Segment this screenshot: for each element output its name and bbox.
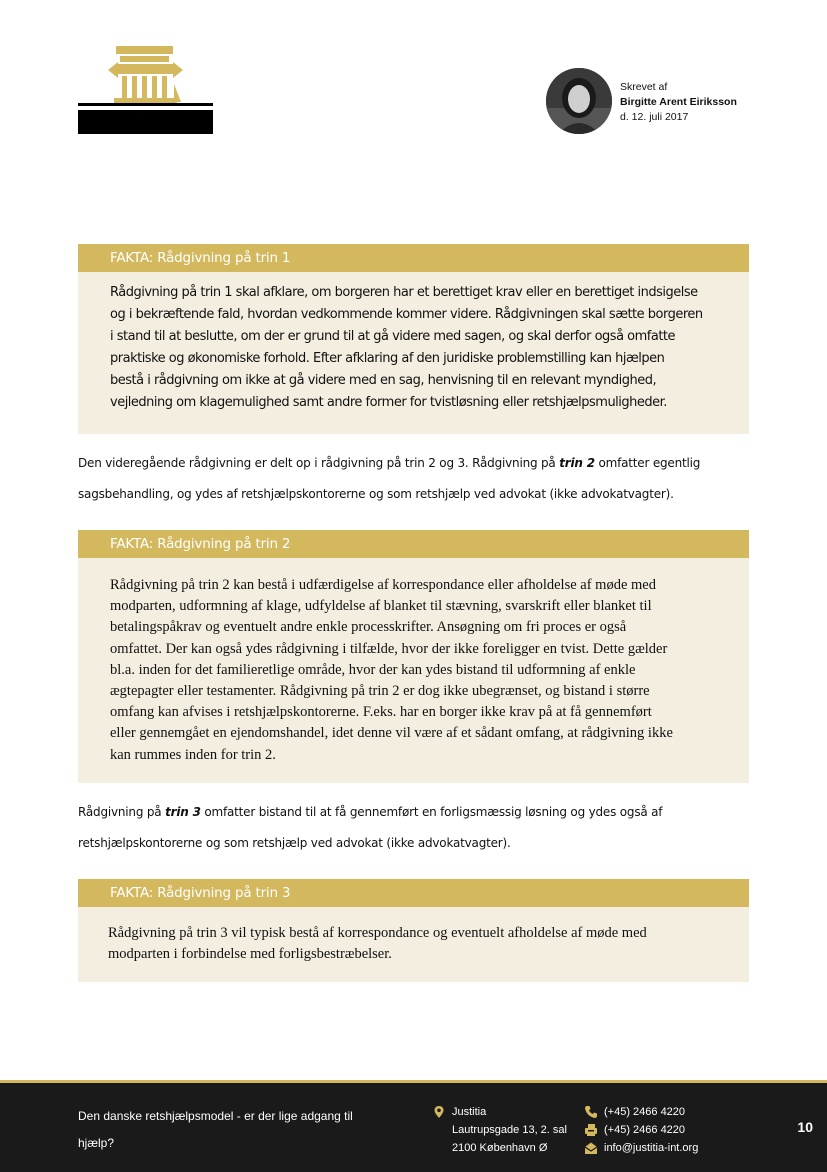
author-label: Skrevet af [620,81,668,93]
fact-line: modparten, udformning af klage, udfyldelse af blanket til stævning, svarskrift eller blanket til [110,598,652,615]
para-text: Rådgivning på [78,805,162,819]
author-date: d. 12. juli 2017 [620,111,689,123]
fact-line: ægtepagter eller testamenter. Rådgivning på trin 2 er dog ikke ubegrænset, og bistand i større [110,683,650,700]
fact-line: betalingspåkrav og eventuelt andre enkle processkrifter. Ansøgning om fri proces er også [110,619,627,636]
para-text: retshjælpskontorerne og som retshjælp ved advokat (ikke advokatvagter). [78,836,511,850]
fact-title: FAKTA: Rådgivning på trin 2 [78,530,749,558]
page-footer [0,1080,827,1172]
para-text: omfatter bistand til at få gennemført en forligsmæssig løsning og ydes også af [204,805,663,819]
author-block [546,68,806,134]
page-number: 10 [797,1119,813,1135]
para-emphasis: trin 2 [559,456,595,470]
footer-contact [584,1103,698,1157]
fax-icon [584,1123,598,1137]
fact-line: bestå i rådgivning om ikke at gå videre med en sag, henvisning til en relevant myndighed, [110,373,657,388]
fact-line: omfattet. Der kan også ydes rådgivning i tilfælde, hvor der ikke foreligger en tvist. Dette gælder [110,640,668,657]
phone-icon [584,1105,598,1119]
fact-line: modparten i forbindelse med forligsbestræbelser. [108,946,392,963]
author-name: Birgitte Arent Eiriksson [620,96,737,108]
fact-box-trin-2 [78,530,749,783]
body-paragraph-trin-2 [78,448,749,510]
para-text: sagsbehandling, og ydes af retshjælpskontorerne og som retshjælp ved advokat (ikke advokatvagter). [78,487,674,501]
fact-line: praktiske og økonomiske forhold. Efter afklaring af den juridiske problemstilling kan hjælpen [110,351,665,366]
para-emphasis: trin 3 [165,805,201,819]
fact-line: vejledning om klagemulighed samt andre former for tvistløsning eller retshjælpsmuligheder. [110,395,667,410]
fact-title: FAKTA: Rådgivning på trin 3 [78,879,749,907]
footer-address-line: 2100 København Ø [452,1142,548,1154]
footer-fax: (+45) 2466 4220 [604,1124,686,1136]
footer-email[interactable]: info@justitia-int.org [604,1142,699,1154]
footer-org: Justitia [452,1106,487,1118]
para-text: omfatter egentlig [598,456,701,470]
fact-title: FAKTA: Rådgivning på trin 1 [78,244,749,272]
footer-address-line: Lautrupsgade 13, 2. sal [452,1124,567,1136]
fact-line: bl.a. inden for det familieretlige område, hvor der kan ydes bistand til udformning af enkle [110,661,636,678]
fact-line: eller gennemgået en ejendomshandel, idet denne vil være af et sådant omfang, at rådgivning ikke [110,725,673,742]
footer-phone[interactable]: (+45) 2466 4220 [604,1106,686,1118]
fact-line: omfang kan afvises i retshjælpskontorerne. F.eks. har en borger ikke krav på at få gennemført [110,704,652,721]
author-avatar [546,68,612,134]
fact-line: Rådgivning på trin 2 kan bestå i udfærdigelse af korrespondance eller afholdelse af møde med [110,577,656,593]
email-icon [584,1141,598,1155]
logo-icon [78,44,213,136]
fact-box-trin-1 [78,244,749,434]
footer-tagline: Den danske retshjælpsmodel - er der lige adgang til hjælp? [78,1109,353,1150]
fact-line: Rådgivning på trin 3 vil typisk bestå af korrespondance og eventuelt afholdelse af møde med [108,925,647,941]
body-paragraph-trin-3 [78,797,749,859]
para-text: Den videregående rådgivning er delt op i rådgivning på trin 2 og 3. Rådgivning på [78,456,556,470]
fact-box-trin-3 [78,879,749,982]
fact-line: Rådgivning på trin 1 skal afklare, om borgeren har et berettiget krav eller en berettiget indsigelse [110,285,698,300]
fact-line: og i bekræftende fald, hvordan vedkommende kommer videre. Rådgivningen skal sætte borgeren [110,307,703,322]
fact-line: kan rummes inden for trin 2. [110,746,276,763]
map-pin-icon [432,1105,446,1119]
fact-line: i stand til at beslutte, om der er grund til at gå videre med sagen, og skal derfor også omfatte [110,329,676,344]
footer-address [432,1103,567,1157]
